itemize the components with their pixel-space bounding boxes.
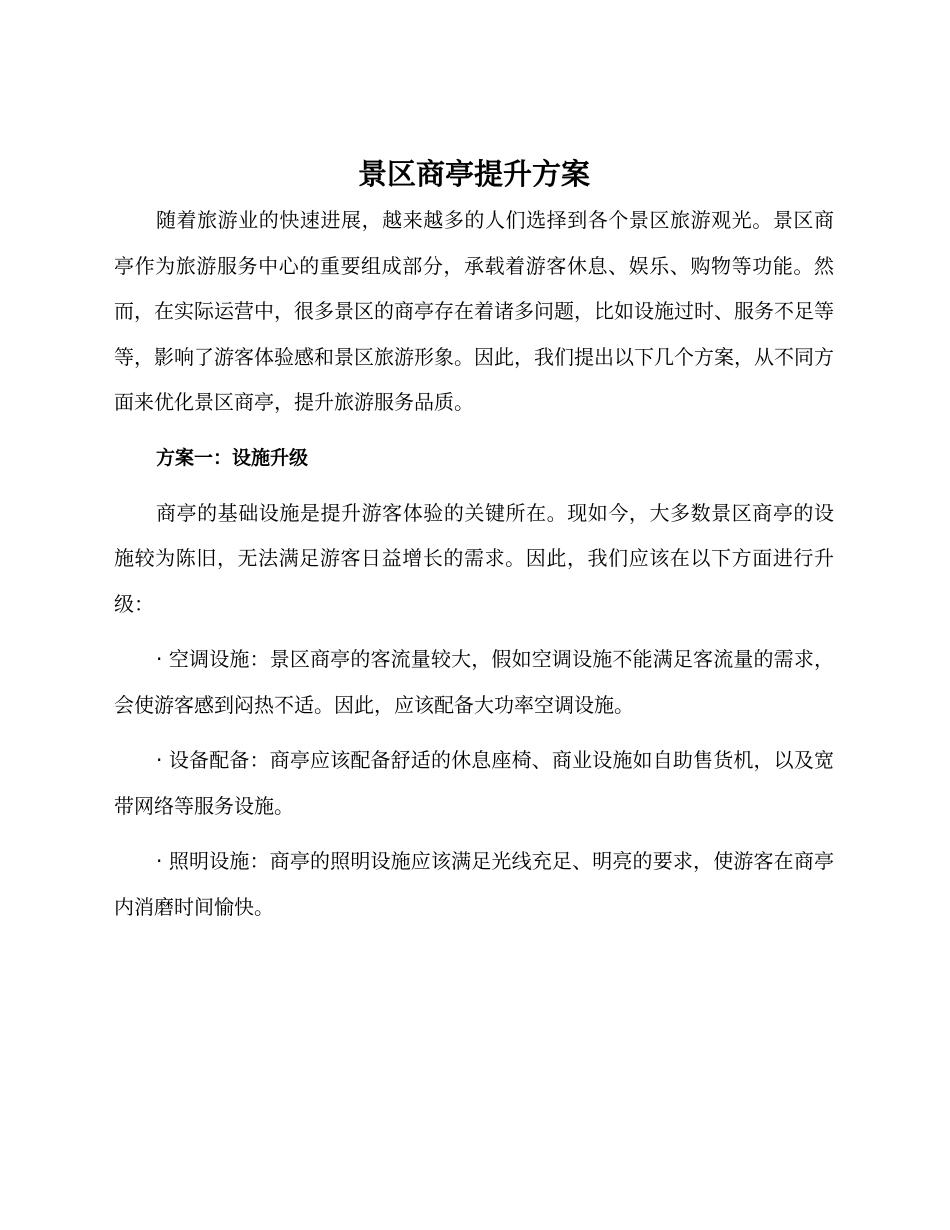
document-page [114,150,834,930]
intro-paragraph: 随着旅游业的快速进展，越来越多的人们选择到各个景区旅游观光。景区商亭作为旅游服务中心的重要组成部分，承载着游客休息、娱乐、购物等功能。然而，在实际运营中，很多景区的商亭存在着诸多问题，比如设施过时、服务不足等等，影响了游客体验感和景区旅游形象。因此，我们提出以下几个方案，从不同方面来优化景区商亭，提升旅游服务品质。 [114,208,834,414]
bullet-air-conditioning: · 空调设施：景区商亭的客流量较大，假如空调设施不能满足客流量的需求，会使游客感到闷热不适。因此，应该配备大功率空调设施。 [114,647,834,717]
section-intro-paragraph: 商亭的基础设施是提升游客体验的关键所在。现如今，大多数景区商亭的设施较为陈旧，无法满足游客日益增长的需求。因此，我们应该在以下方面进行升级： [114,500,834,616]
bullet-lighting: · 照明设施：商亭的照明设施应该满足光线充足、明亮的要求，使游客在商亭内消磨时间愉快。 [114,849,834,919]
bullet-equipment: · 设备配备：商亭应该配备舒适的休息座椅、商业设施如自助售货机，以及宽带网络等服务设施。 [114,748,834,818]
document-title: 景区商亭提升方案 [357,157,590,191]
section-heading: 方案一：设施升级 [156,446,309,469]
